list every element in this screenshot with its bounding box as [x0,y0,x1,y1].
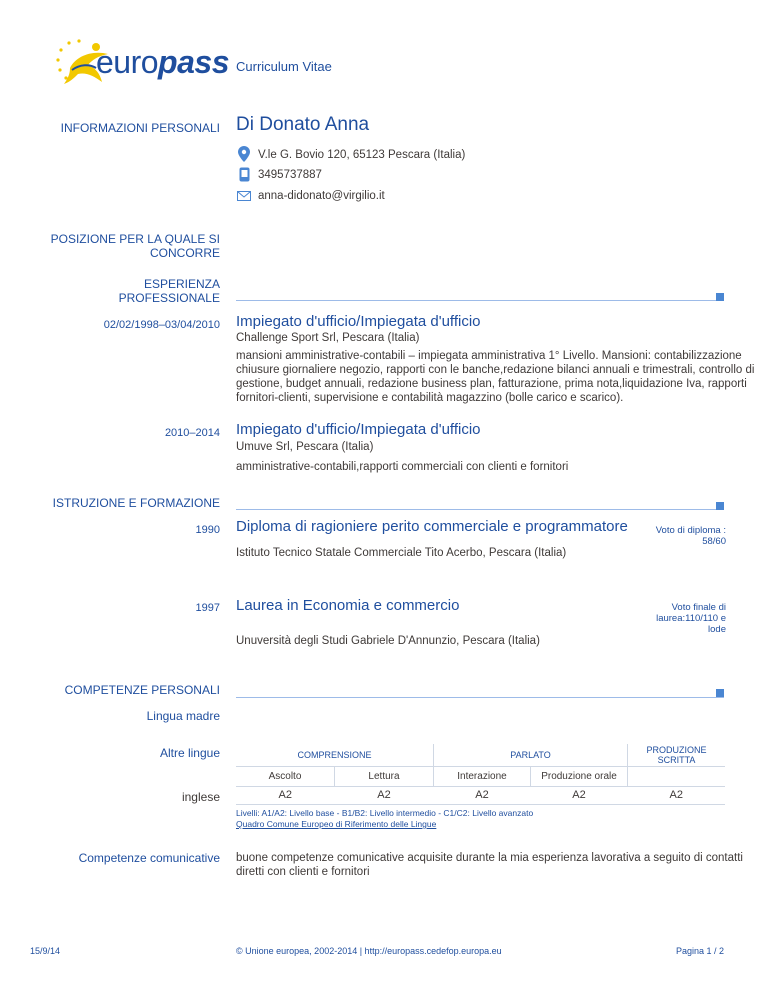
header-parlato: PARLATO [434,744,628,766]
education-grade [656,602,726,635]
education-grade-line: laurea:110/110 e [656,613,726,624]
job-employer: Umuve Srl, Pescara (Italia) [236,441,374,453]
value-ascolto: A2 [278,789,292,801]
value-interazione: A2 [475,789,489,801]
job-dates: 2010–2014 [164,427,220,439]
education-school: Istituto Tecnico Statale Commerciale Tito Acerbo, Pescara (Italia) [236,547,567,559]
section-label-experience [119,277,220,305]
experience-rule [236,300,724,301]
person-name: Di Donato Anna [236,114,370,135]
header-produzione-scritta: PRODUZIONE SCRITTA [628,744,726,766]
mother-tongue-label: Lingua madre [146,709,220,723]
other-languages-label: Altre lingue [159,746,220,760]
education-title: Diploma di ragioniere perito commerciale e programmatore [236,518,628,535]
header-comprensione: COMPRENSIONE [236,744,434,766]
job-description-line: gestione, budget annuali, redazione business plan, fatturazione, prima nota,liquidazione Iva, rapporti [236,378,747,390]
table-row [236,786,725,804]
communication-skills-label: Competenze comunicative [78,851,220,865]
section-label-position [51,232,220,260]
location-pin-icon [238,146,250,162]
job-description-line: amministrative-contabili,rapporti commerciali con clienti e fornitori [236,461,569,473]
footer-page-number: Pagina 1 / 2 [675,946,724,956]
email-text: anna-didonato@virgilio.it [258,190,385,202]
document-title: Curriculum Vitae [236,59,332,74]
section-label-education: ISTRUZIONE E FORMAZIONE [52,496,220,510]
job-description-line: mansioni amministrative-contabili – impiegata amministrativa 1° Livello. Mansioni: contabilizzazione [236,350,742,362]
phone-icon [239,167,250,182]
job-description-line: fornitori-clienti, supervisione e contabilità magazzino (bolle carico e scarico). [236,392,624,404]
communication-line: buone competenze comunicative acquisite durante la mia esperienza lavorativa a seguito di contatti [236,852,743,864]
table-row [236,744,725,766]
job-dates: 02/02/1998–03/04/2010 [103,319,220,331]
value-lettura: A2 [377,789,391,801]
job-employer: Challenge Sport Srl, Pescara (Italia) [236,332,420,344]
job-title: Impiegato d'ufficio/Impiegata d'ufficio [236,313,481,330]
cefr-link[interactable]: Quadro Comune Europeo di Riferimento delle Lingue [236,819,437,829]
footer-copyright: © Unione europea, 2002-2014 | http://europass.cedefop.europa.eu [236,946,502,956]
section-label-skills: COMPETENZE PERSONALI [64,683,220,697]
education-grade-line: lode [708,624,726,635]
position-label-line-1: POSIZIONE PER LA QUALE SI [50,232,220,246]
column-scritta-empty [628,766,726,786]
job-description-line: chiusure giornaliere negozio, rapporti con le banche,redazione bilanci annuali e trimestrali, controllo di [236,364,755,376]
phone-text: 3495737887 [258,169,322,181]
education-year: 1997 [195,602,220,614]
education-grade-line: Voto finale di [671,602,726,613]
column-produzione-orale: Produzione orale [531,766,628,786]
footer-date: 15/9/14 [30,946,61,956]
education-grade-line: Voto di diploma : [655,525,726,536]
education-rule-square [716,502,724,510]
language-name: inglese [181,790,220,804]
language-skills-table [236,744,725,805]
skills-rule-square [716,689,724,697]
job-title: Impiegato d'ufficio/Impiegata d'ufficio [236,421,481,438]
table-row [236,766,725,786]
column-lettura: Lettura [335,766,434,786]
section-label-personal: INFORMAZIONI PERSONALI [60,121,220,135]
column-ascolto: Ascolto [268,770,302,782]
experience-rule-square [716,293,724,301]
education-title: Laurea in Economia e commercio [236,597,460,614]
logo-text-pass: pass [158,44,229,80]
skills-rule [236,697,724,698]
language-levels-note: Livelli: A1/A2: Livello base - B1/B2: Livello intermedio - C1/C2: Livello avanzato [236,808,534,818]
job-description [236,460,568,474]
communication-line: diretti con clienti e fornitori [236,866,370,878]
education-year: 1990 [195,524,220,536]
education-grade [656,525,726,547]
address-text: V.le G. Bovio 120, 65123 Pescara (Italia) [258,149,466,161]
email-envelope-icon [237,191,251,201]
value-produzione-scritta: A2 [669,789,683,801]
job-description [236,349,754,405]
column-interazione: Interazione [434,766,531,786]
education-rule [236,509,724,510]
experience-label-line-2: PROFESSIONALE [118,291,220,305]
value-produzione-orale: A2 [572,789,586,801]
education-grade-line: 58/60 [702,536,726,547]
logo-text-euro: euro [96,44,159,80]
position-label-line-2: CONCORRE [149,246,220,260]
experience-label-line-1: ESPERIENZA [143,277,220,291]
communication-skills-text [236,851,743,879]
europass-logo [52,38,229,88]
education-school: Unuversità degli Studi Gabriele D'Annunzio, Pescara (Italia) [236,635,540,647]
